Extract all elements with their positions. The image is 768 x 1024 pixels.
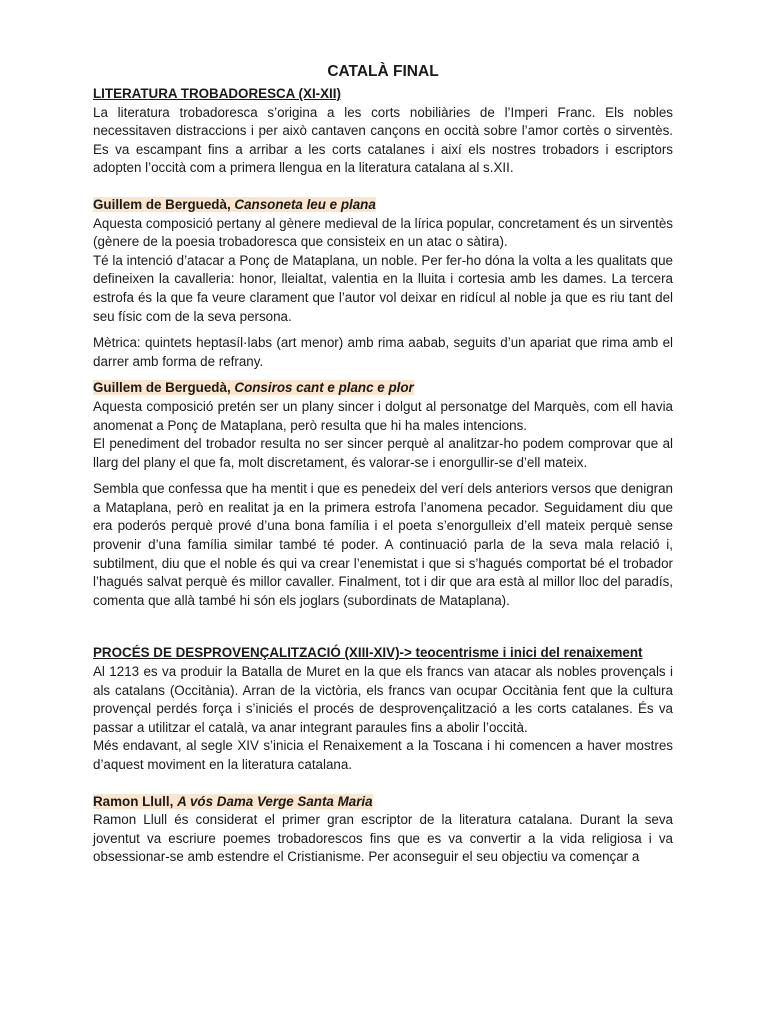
paragraph-desprovencalitzacio-2: Més endavant, al segle XIV s’inicia el Renaixement a la Toscana i hi comencen a haver mostres d’aquest moviment en la literatura catalana. [93,738,673,772]
paragraph-consiros-2: El penediment del trobador resulta no ser sincer perquè al analitzar-ho podem comprovar que al llarg del plany el que fa, molt discretament, és valorar-se i enorgullir-se d’ell mateix. [93,436,673,470]
author-name: Guillem de Berguedà, [93,380,231,396]
paragraph-cansoneta-metrica: Mètrica: quintets heptasíl·labs (art menor) amb rima aabab, seguits d’un apariat que rima amb el darrer amb forma de refrany. [93,335,673,369]
section-heading-desprovencalitzacio: PROCÉS DE DESPROVENÇALITZACIÓ (XIII-XIV)-> teocentrisme i inici del renaixement [93,645,643,661]
section-heading-trobadoresca: LITERATURA TROBADORESCA (XI-XII) [93,86,341,101]
subheading-consiros [93,379,673,398]
paragraph-consiros-3: Sembla que confessa que ha mentit i que es penedeix del verí dels anteriors versos que denigran a Mataplana, però en realitat ja en la primera estrofa l’anomena pecador. Seguidament diu que era poderós perquè prové d’una bona família i el poeta s’enorgulleix d’ell mateix perquè sense provenir d’una família similar també té poder. A continuació parla de la seva mala relació i, subtilment, diu que el noble és qui va crear l’enemistat i que si s’hagués comportat bé el trobador l’hagués salvat perquè és millor cavaller. Finalment, tot i dir que ara està al millor lloc del paradís, comenta que allà també hi són els joglars (subordinats de Mataplana). [93,481,673,608]
work-title: Cansoneta leu e plana [234,196,376,212]
work-title: A vós Dama Verge Santa Maria [177,793,373,809]
subheading-cansoneta [93,196,673,215]
subheading-cansoneta-highlight [93,197,376,212]
subheading-llull-highlight [93,794,373,809]
page-title: CATALÀ FINAL [327,63,439,80]
author-name: Guillem de Berguedà, [93,196,231,212]
document-page [93,62,673,867]
paragraph-consiros-1: Aquesta composició pretén ser un plany sincer i dolgut al personatge del Marquès, com ell havia anomenat a Ponç de Mataplana, però resulta que hi ha males intencions. [93,398,673,433]
paragraph-llull-1: Ramon Llull és considerat el primer gran escriptor de la literatura catalana. Durant la seva joventut va escriure poemes trobadorescos fins que es va convertir a la vida religiosa i va obsessionar-se amb estendre el Cristianisme. Per aconseguir el seu objectiu va començar a [93,812,673,865]
subheading-llull [93,793,673,812]
subheading-consiros-highlight [93,380,414,395]
paragraph-desprovencalitzacio-1: Al 1213 es va produir la Batalla de Muret en la que els francs van atacar als nobles provençals i als catalans (Occitània). Arran de la victòria, els francs van ocupar Occitània fent que la cultura provençal perdés força i s’iniciés el procés de desprovençalització a les corts catalanes. És va passar a utilitzar el català, va anar integrant paraules fins a abolir l’occità. [93,664,673,735]
author-name: Ramon Llull, [93,793,174,809]
work-title: Consiros cant e planc e plor [234,380,414,396]
paragraph-cansoneta-2: Té la intenció d’atacar a Ponç de Mataplana, un noble. Per fer-ho dóna la volta a les qualitats que defineixen la cavalleria: honor, lleialtat, valentia en la lluita i cortesia amb les dames. La tercera estrofa és la que fa veure clarament que l’autor vol deixar en ridícul al noble ja que es riu tant del seu físic com de la seva persona. [93,252,673,324]
paragraph-trobadoresca: La literatura trobadoresca s’origina a les corts nobiliàries de l’Imperi Franc. Els nobles necessitaven distraccions i per això cantaven cançons en occità sobre l’amor cortès o sirventès. Es va escampant fins a arribar a les corts catalanes i així els nostres trobadors i escriptors adopten l’occità com a primera llengua en la literatura catalana al s.XII. [93,104,673,176]
paragraph-cansoneta-1: Aquesta composició pertany al gènere medieval de la lírica popular, concretament és un sirventès (gènere de la poesia trobadoresca que consisteix en un atac o sàtira). [93,215,673,250]
